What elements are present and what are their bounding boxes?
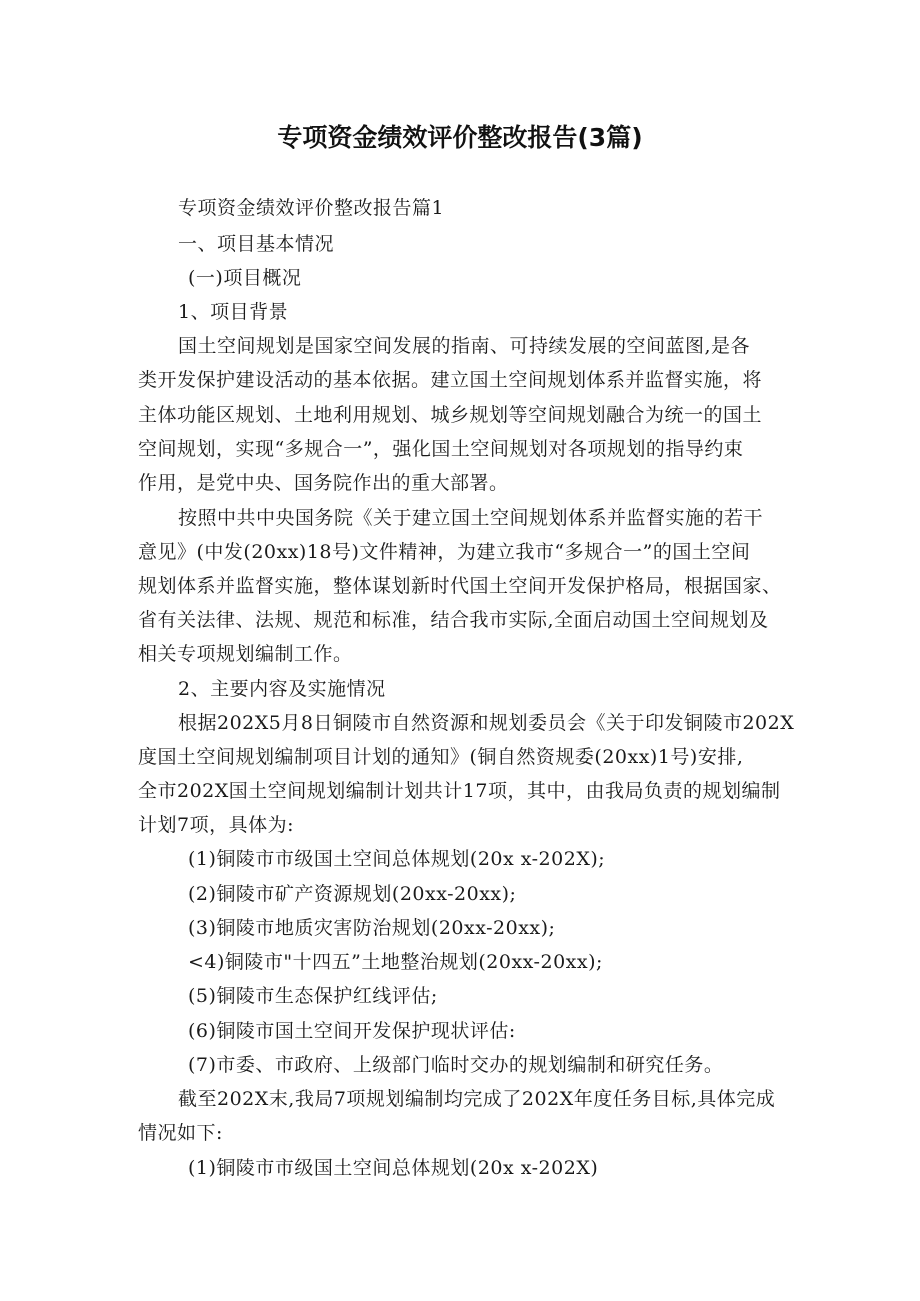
list-item: (1)铜陵市市级国土空间总体规划(20x x-202X) — [188, 1157, 599, 1179]
paragraph-line: 主体功能区规划、土地利用规划、城乡规划等空间规划融合为统一的国土 — [138, 404, 763, 426]
list-item: (2)铜陵市矿产资源规划(20xx-20xx); — [188, 883, 517, 905]
paragraph-line: 度国土空间规划编制项目计划的通知》(铜自然资规委(20xx)1号)安排, — [138, 746, 744, 768]
paragraph-line: 相关专项规划编制工作。 — [138, 643, 353, 665]
paragraph-line: 按照中共中央国务院《关于建立国土空间规划体系并监督实施的若干 — [178, 507, 764, 529]
list-item: (6)铜陵市国土空间开发保护现状评估: — [188, 1020, 516, 1042]
paragraph-line: 意见》(中发(20xx)18号)文件精神，为建立我市“多规合一”的国土空间 — [138, 541, 751, 563]
list-item: (7)市委、市政府、上级部门临时交办的规划编制和研究任务。 — [188, 1054, 724, 1076]
paragraph-line: 根据202X5月8日铜陵市自然资源和规划委员会《关于印发铜陵市202X — [178, 712, 795, 734]
heading-level-1: 一、项目基本情况 — [178, 233, 335, 255]
paragraph-line: 类开发保护建设活动的基本依据。建立国土空间规划体系并监督实施，将 — [138, 369, 763, 391]
list-item: (3)铜陵市地质灾害防治规划(20xx-20xx); — [188, 917, 556, 939]
document-title: 专项资金绩效评价整改报告(3篇) — [277, 123, 643, 152]
list-item: <4)铜陵市"十四五”土地整治规划(20xx-20xx); — [188, 951, 603, 973]
heading-level-2: (一)项目概况 — [188, 267, 302, 289]
paragraph-line: 计划7项，具体为: — [138, 814, 294, 836]
paragraph-line: 国土空间规划是国家空间发展的指南、可持续发展的空间蓝图,是各 — [178, 335, 751, 357]
paragraph-line: 规划体系并监督实施，整体谋划新时代国土空间开发保护格局，根据国家、 — [138, 575, 782, 597]
list-item: (5)铜陵市生态保护红线评估; — [188, 985, 438, 1007]
paragraph-line: 全市202X国土空间规划编制计划共计17项，其中，由我局负责的规划编制 — [138, 780, 781, 802]
paragraph-line: 省有关法律、法规、规范和标准，结合我市实际,全面启动国土空间规划及 — [138, 609, 769, 631]
paragraph-line: 截至202X末,我局7项规划编制均完成了202X年度任务目标,具体完成 — [178, 1088, 776, 1110]
section-heading: 专项资金绩效评价整改报告篇1 — [178, 197, 445, 219]
paragraph-line: 作用，是党中央、国务院作出的重大部署。 — [138, 472, 509, 494]
list-item: (1)铜陵市市级国土空间总体规划(20x x-202X); — [188, 848, 606, 870]
paragraph-line: 空间规划，实现“多规合一”，强化国土空间规划对各项规划的指导约束 — [138, 438, 744, 460]
heading-level-3: 1、项目背景 — [178, 301, 289, 323]
heading-level-3: 2、主要内容及实施情况 — [178, 678, 386, 700]
paragraph-line: 情况如下: — [138, 1122, 223, 1144]
